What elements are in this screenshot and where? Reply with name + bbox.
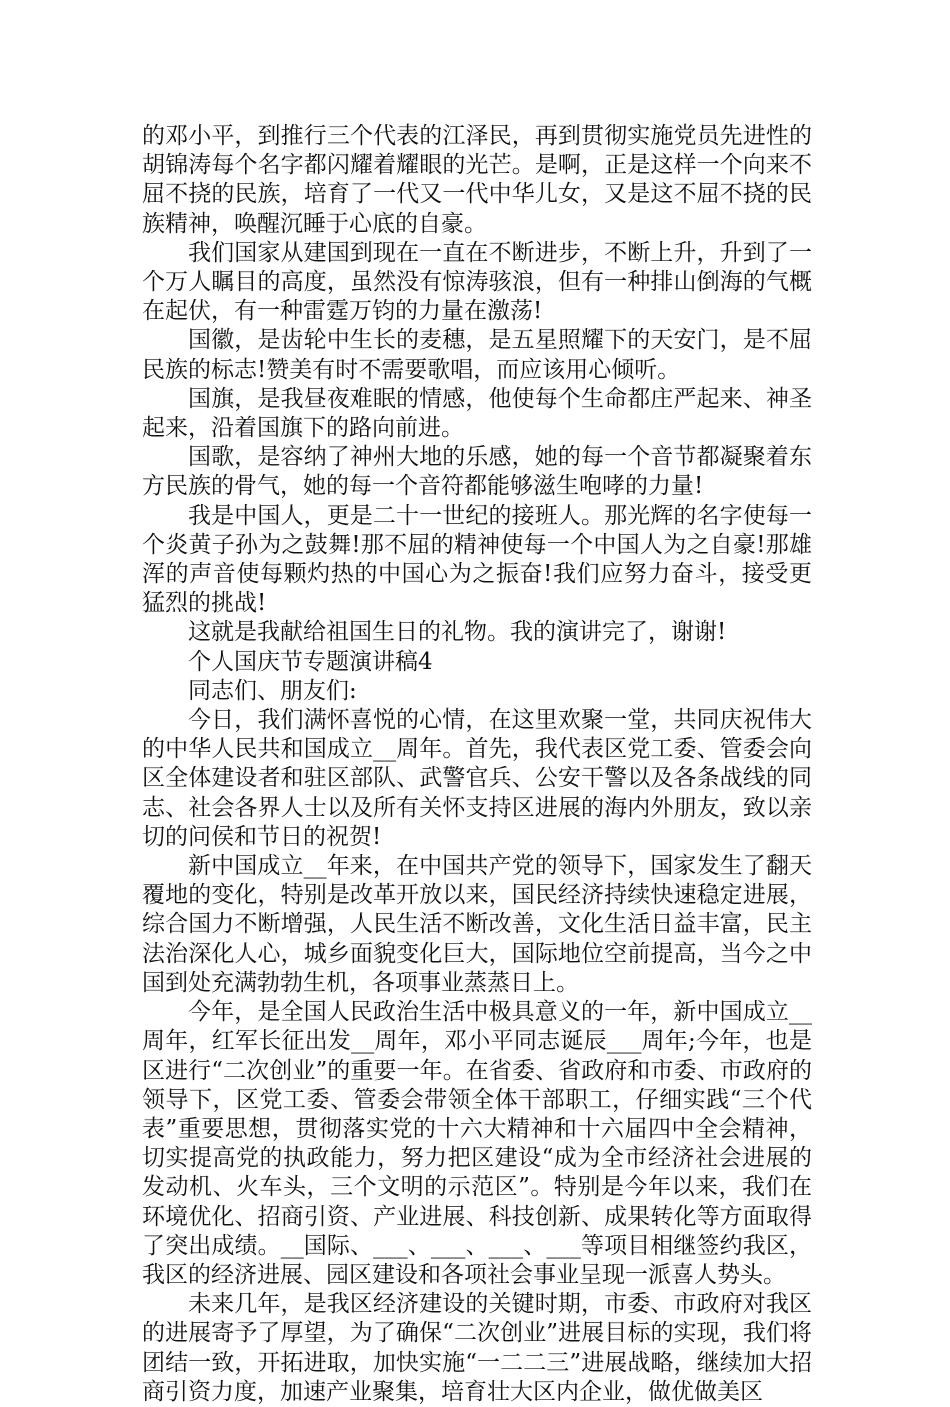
paragraph: 今日，我们满怀喜悦的心情，在这里欢聚一堂，共同庆祝伟大的中华人民共和国成立__周年。首先，我代表区党工委、管委会向区全体建设者和驻区部队、武警官兵、公安干警以及各条战线的同志、社会各界人士以及所有关怀支持区进展的海内外朋友，致以亲切的问侯和节日的祝贺!: [142, 707, 812, 850]
section-heading: 个人国庆节专题演讲稿4: [188, 648, 433, 675]
document-body: [142, 122, 812, 1407]
salutation: 同志们、朋友们:: [188, 677, 357, 704]
paragraph: 国徽，是齿轮中生长的麦穗，是五星照耀下的天安门，是不屈民族的标志!赞美有时不需要歌唱，而应该用心倾听。: [142, 327, 812, 383]
paragraph: 新中国成立__年来，在中国共产党的领导下，国家发生了翻天覆地的变化，特别是改革开放以来，国民经济持续快速稳定进展，综合国力不断增强，人民生活不断改善，文化生活日益丰富，民主法治深化人心，城乡面貌变化巨大，国际地位空前提高，当今之中国到处充满勃勃生机，各项事业蒸蒸日上。: [142, 853, 812, 996]
paragraph: 的邓小平，到推行三个代表的江泽民，再到贯彻实施党员先进性的胡锦涛每个名字都闪耀着耀眼的光芒。是啊，正是这样一个向来不屈不挠的民族，培育了一代又一代中华儿女，又是这不屈不挠的民族精神，唤醒沉睡于心底的自豪。: [142, 123, 812, 237]
paragraph: 国歌，是容纳了神州大地的乐感，她的每一个音节都凝聚着东方民族的骨气，她的每一个音符都能够滋生咆哮的力量!: [142, 444, 812, 500]
paragraph: 未来几年，是我区经济建设的关键时期，市委、市政府对我区的进展寄予了厚望，为了确保“二次创业”进展目标的实现，我们将团结一致，开拓进取，加快实施“一二二三”进展战略，继续加大招商引资力度，加速产业聚集，培育壮大区内企业，做优做美区: [142, 1291, 812, 1405]
paragraph: 我是中国人，更是二十一世纪的接班人。那光辉的名字使每一个炎黄子孙为之鼓舞!那不屈的精神使每一个中国人为之自豪!那雄浑的声音使每颗灼热的中国心为之振奋!我们应努力奋斗，接受更猛烈的挑战!: [142, 502, 812, 617]
paragraph: 国旗，是我昼夜难眠的情感，他使每个生命都庄严起来、神圣起来，沿着国旗下的路向前进。: [142, 385, 812, 442]
paragraph: 这就是我献给祖国生日的礼物。我的演讲完了，谢谢!: [188, 619, 727, 646]
paragraph: 今年，是全国人民政治生活中极具意义的一年，新中国成立__周年，红军长征出发__周年，邓小平同志诞辰___周年;今年，也是区进行“二次创业”的重要一年。在省委、省政府和市委、市政府的领导下，区党工委、管委会带领全体干部职工，仔细实践“三个代表”重要思想，贯彻落实党的十六大精神和十六届四中全会精神，切实提高党的执政能力，努力把区建设“成为全市经济社会进展的发动机、火车头，三个文明的示范区”。特别是今年以来，我们在环境优化、招商引资、产业进展、科技创新、成果转化等方面取得了突出成绩。__国际、___、___、___、___等项目相继签约我区，我区的经济进展、园区建设和各项社会事业呈现一派喜人势头。: [142, 999, 812, 1288]
paragraph: 我们国家从建国到现在一直在不断进步，不断上升，升到了一个万人瞩目的高度，虽然没有惊涛骇浪，但有一种排山倒海的气概在起伏，有一种雷霆万钧的力量在激荡!: [142, 239, 812, 325]
